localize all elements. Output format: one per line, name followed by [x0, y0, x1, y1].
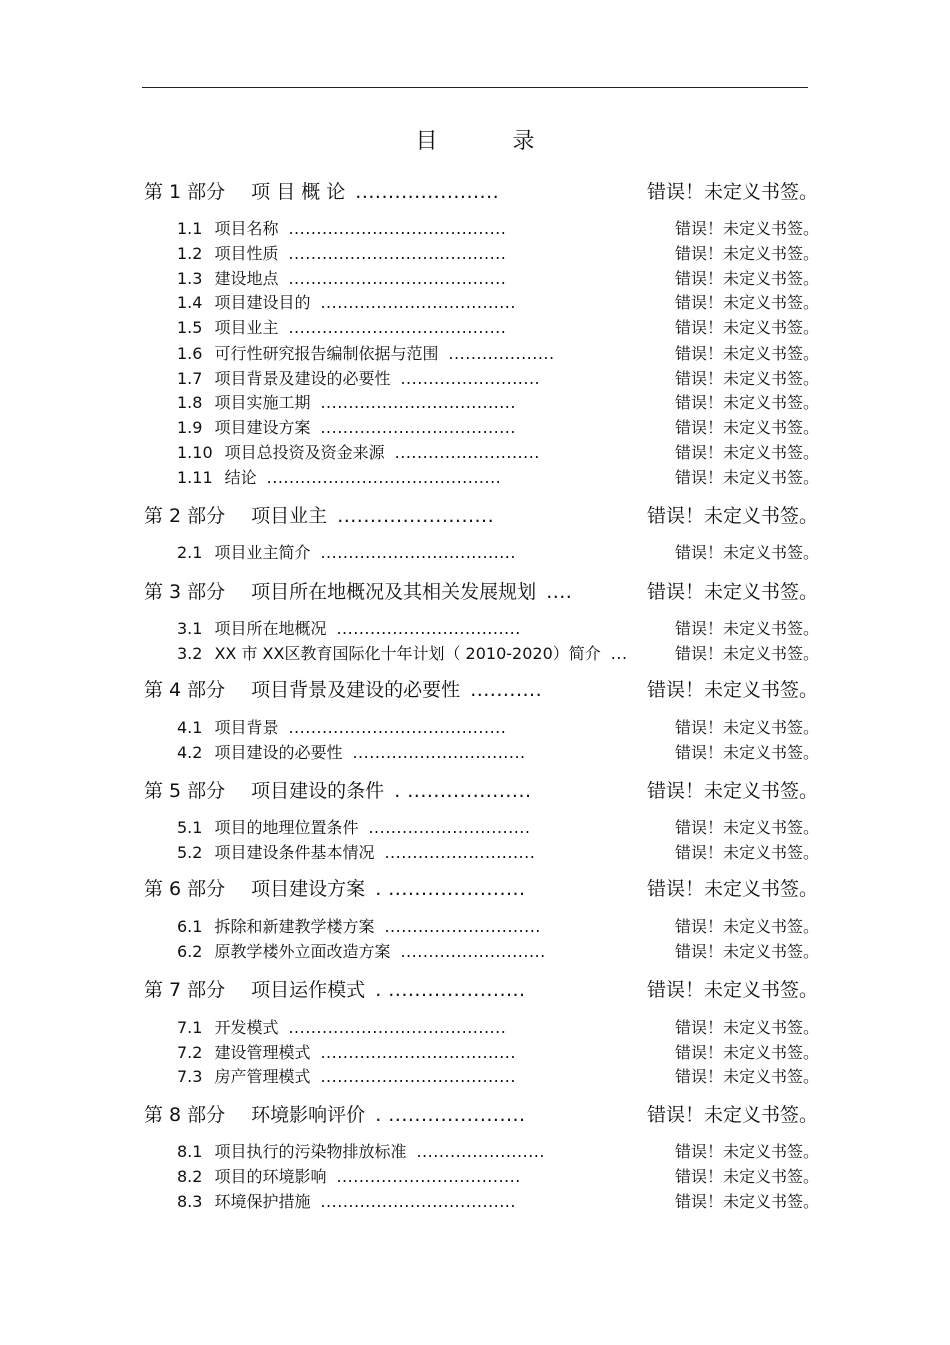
toc-entry-number: 第 1 部分: [144, 181, 226, 203]
toc-section-entry[interactable]: [177, 318, 506, 338]
toc-entry-leader-dots: .............................: [368, 818, 531, 837]
toc-entry-label: 结论: [224, 468, 257, 487]
toc-entry-leader-dots: ...................................: [320, 293, 516, 312]
toc-entry-page-ref: 错误！未定义书签。: [675, 1142, 820, 1161]
toc-entry-page-ref: 错误！未定义书签。: [647, 181, 819, 203]
toc-entry-page-ref: 错误！未定义书签。: [675, 718, 820, 737]
toc-entry-number: 第 8 部分: [144, 1104, 226, 1126]
toc-entry-leader-dots: .......................................: [288, 219, 507, 238]
toc-entry-page-ref: 错误！未定义书签。: [647, 581, 819, 603]
toc-entry-number: 8.2: [177, 1167, 203, 1186]
toc-entry-page-ref: 错误！未定义书签。: [647, 878, 819, 900]
toc-section-entry[interactable]: [177, 468, 501, 488]
toc-entry-page-ref: 错误！未定义书签。: [675, 1018, 820, 1037]
toc-entry-number: 第 7 部分: [144, 979, 226, 1001]
toc-section-entry[interactable]: [177, 344, 555, 364]
toc-section-entry[interactable]: [177, 1018, 506, 1038]
toc-entry-leader-dots: ...........................: [384, 843, 536, 862]
toc-entry-page-ref: 错误！未定义书签。: [675, 468, 820, 487]
toc-section-entry[interactable]: [177, 269, 506, 289]
toc-entry-leader-dots: ..........................: [400, 942, 546, 961]
toc-entry-leader-dots: ...................................: [320, 418, 516, 437]
toc-entry-page-ref: 错误！未定义书签。: [675, 443, 820, 462]
toc-section-entry[interactable]: [177, 718, 506, 738]
toc-entry-page-ref: 错误！未定义书签。: [647, 1104, 819, 1126]
toc-entry-label: 环境保护措施: [214, 1192, 311, 1211]
toc-entry-leader-dots: .......................................: [288, 244, 507, 263]
toc-entry-page-ref: 错误！未定义书签。: [675, 942, 820, 961]
toc-section-entry[interactable]: [177, 619, 521, 639]
toc-entry-number: 7.2: [177, 1043, 203, 1062]
toc-entry-leader-dots: . .....................: [375, 1104, 526, 1126]
toc-entry-leader-dots: .......................................: [288, 718, 507, 737]
toc-entry-number: 2.1: [177, 543, 203, 562]
toc-entry-label: 拆除和新建教学楼方案: [214, 917, 375, 936]
toc-entry-number: 5.2: [177, 843, 203, 862]
toc-section-entry[interactable]: [177, 1043, 516, 1063]
toc-entry-label: 项目建设方案: [214, 418, 311, 437]
toc-entry-page-ref: 错误！未定义书签。: [675, 418, 820, 437]
toc-entry-number: 3.2: [177, 644, 203, 663]
toc-entry-label: 项目执行的污染物排放标准: [214, 1142, 407, 1161]
toc-entry-page-ref: 错误！未定义书签。: [675, 843, 820, 862]
toc-entry-number: 1.5: [177, 318, 203, 337]
toc-entry-label: 项目建设目的: [214, 293, 311, 312]
toc-entry-number: 6.2: [177, 942, 203, 961]
toc-entry-page-ref: 错误！未定义书签。: [675, 219, 820, 238]
toc-entry-page-ref: 错误！未定义书签。: [647, 679, 819, 701]
toc-entry-leader-dots: ..........................................: [266, 468, 502, 487]
toc-entry-leader-dots: .................................: [336, 619, 521, 638]
toc-entry-label: 项目业主简介: [214, 543, 311, 562]
toc-entry-page-ref: 错误！未定义书签。: [675, 543, 820, 562]
toc-section-entry[interactable]: [177, 942, 546, 962]
toc-section-entry[interactable]: [177, 917, 541, 937]
toc-entry-leader-dots: .................................: [336, 1167, 521, 1186]
toc-section-entry[interactable]: [177, 1167, 521, 1187]
toc-entry-number: 1.2: [177, 244, 203, 263]
toc-entry-label: XX 市 XX区教育国际化十年计划（ 2010-2020）简介: [214, 644, 601, 663]
toc-title: 目 录: [415, 129, 569, 154]
toc-entry-page-ref: 错误！未定义书签。: [647, 505, 819, 527]
toc-section-entry[interactable]: [177, 293, 516, 313]
toc-section-entry[interactable]: [177, 443, 540, 463]
toc-entry-label: 环境影响评价: [251, 1104, 366, 1126]
toc-section-entry[interactable]: [177, 418, 516, 438]
toc-entry-page-ref: 错误！未定义书签。: [675, 644, 820, 663]
toc-entry-label: 项目业主: [251, 505, 328, 527]
toc-entry-leader-dots: . .....................: [375, 979, 526, 1001]
toc-section-entry[interactable]: [177, 843, 535, 863]
toc-entry-number: 第 2 部分: [144, 505, 226, 527]
toc-entry-number: 7.1: [177, 1018, 203, 1037]
toc-entry-page-ref: 错误！未定义书签。: [675, 619, 820, 638]
toc-entry-leader-dots: ............................: [384, 917, 541, 936]
toc-section-entry[interactable]: [177, 543, 516, 563]
toc-entry-leader-dots: ...................: [448, 344, 555, 363]
toc-section-entry[interactable]: [177, 1142, 545, 1162]
toc-entry-page-ref: 错误！未定义书签。: [675, 344, 820, 363]
toc-entry-number: 第 4 部分: [144, 679, 226, 701]
toc-entry-label: 项目名称: [214, 219, 279, 238]
toc-entry-label: 项目的地理位置条件: [214, 818, 359, 837]
toc-entry-leader-dots: . ...................: [394, 780, 532, 802]
toc-part-entry[interactable]: [144, 978, 526, 1002]
toc-entry-number: 1.9: [177, 418, 203, 437]
toc-entry-page-ref: 错误！未定义书签。: [675, 743, 820, 762]
toc-section-entry[interactable]: [177, 1192, 516, 1212]
toc-entry-number: 1.6: [177, 344, 203, 363]
toc-section-entry[interactable]: [177, 219, 506, 239]
toc-entry-number: 8.3: [177, 1192, 203, 1211]
toc-entry-leader-dots: .......................: [416, 1142, 545, 1161]
toc-entry-label: 项 目 概 论: [251, 181, 346, 203]
toc-part-entry[interactable]: [144, 877, 526, 901]
toc-entry-label: 项目的环境影响: [214, 1167, 327, 1186]
toc-entry-label: 建设地点: [214, 269, 279, 288]
toc-entry-leader-dots: ..........................: [394, 443, 540, 462]
toc-entry-label: 原教学楼外立面改造方案: [214, 942, 391, 961]
toc-entry-page-ref: 错误！未定义书签。: [675, 393, 820, 412]
toc-entry-page-ref: 错误！未定义书签。: [675, 293, 820, 312]
toc-part-entry[interactable]: [144, 1103, 526, 1127]
toc-entry-label: 项目建设条件基本情况: [214, 843, 375, 862]
toc-entry-label: 项目背景及建设的必要性: [214, 369, 391, 388]
toc-entry-leader-dots: ......................: [355, 181, 500, 203]
toc-entry-label: 项目建设的必要性: [214, 743, 343, 762]
toc-entry-leader-dots: ....: [546, 581, 573, 603]
toc-section-entry[interactable]: [177, 743, 526, 763]
toc-entry-leader-dots: .........................: [400, 369, 541, 388]
toc-entry-page-ref: 错误！未定义书签。: [647, 979, 819, 1001]
toc-entry-leader-dots: ...................................: [320, 1043, 516, 1062]
toc-part-entry[interactable]: [144, 504, 494, 528]
toc-part-entry[interactable]: [144, 779, 532, 803]
toc-entry-label: 项目性质: [214, 244, 279, 263]
toc-entry-label: 项目所在地概况: [214, 619, 327, 638]
toc-entry-number: 1.10: [177, 443, 213, 462]
toc-section-entry[interactable]: [177, 369, 540, 389]
toc-entry-number: 第 5 部分: [144, 780, 226, 802]
toc-entry-page-ref: 错误！未定义书签。: [675, 269, 820, 288]
toc-entry-leader-dots: .......................................: [288, 318, 507, 337]
toc-section-entry[interactable]: [177, 393, 516, 413]
toc-entry-label: 项目建设方案: [251, 878, 366, 900]
toc-entry-label: 房产管理模式: [214, 1067, 311, 1086]
toc-entry-label: 项目背景: [214, 718, 279, 737]
toc-entry-leader-dots: ...................................: [320, 543, 516, 562]
toc-entry-page-ref: 错误！未定义书签。: [675, 1192, 820, 1211]
toc-entry-page-ref: 错误！未定义书签。: [675, 369, 820, 388]
toc-entry-leader-dots: .......................................: [288, 1018, 507, 1037]
toc-part-entry[interactable]: [144, 678, 542, 702]
toc-entry-label: 项目建设的条件: [251, 780, 385, 802]
toc-entry-number: 3.1: [177, 619, 203, 638]
toc-entry-leader-dots: ...................................: [320, 1192, 516, 1211]
toc-entry-page-ref: 错误！未定义书签。: [647, 780, 819, 802]
toc-section-entry[interactable]: [177, 644, 628, 664]
toc-entry-page-ref: 错误！未定义书签。: [675, 1067, 820, 1086]
toc-entry-leader-dots: ...................................: [320, 1067, 516, 1086]
toc-section-entry[interactable]: [177, 818, 530, 838]
toc-entry-label: 开发模式: [214, 1018, 279, 1037]
toc-entry-label: 项目背景及建设的必要性: [251, 679, 461, 701]
toc-entry-page-ref: 错误！未定义书签。: [675, 1167, 820, 1186]
toc-entry-number: 8.1: [177, 1142, 203, 1161]
toc-entry-page-ref: 错误！未定义书签。: [675, 244, 820, 263]
toc-entry-number: 1.7: [177, 369, 203, 388]
toc-entry-label: 项目总投资及资金来源: [224, 443, 385, 462]
toc-entry-number: 第 6 部分: [144, 878, 226, 900]
toc-entry-leader-dots: ........................: [337, 505, 495, 527]
toc-entry-number: 6.1: [177, 917, 203, 936]
toc-entry-number: 1.1: [177, 219, 203, 238]
toc-entry-leader-dots: ...............................: [352, 743, 526, 762]
toc-entry-number: 1.4: [177, 293, 203, 312]
toc-entry-number: 1.8: [177, 393, 203, 412]
toc-entry-label: 建设管理模式: [214, 1043, 311, 1062]
toc-entry-page-ref: 错误！未定义书签。: [675, 1043, 820, 1062]
toc-entry-label: 项目运作模式: [251, 979, 366, 1001]
toc-entry-leader-dots: ...................................: [320, 393, 516, 412]
toc-entry-number: 4.1: [177, 718, 203, 737]
toc-section-entry[interactable]: [177, 1067, 516, 1087]
toc-entry-label: 项目业主: [214, 318, 279, 337]
toc-entry-number: 1.11: [177, 468, 213, 487]
toc-entry-leader-dots: . .....................: [375, 878, 526, 900]
toc-part-entry[interactable]: [144, 580, 572, 604]
toc-section-entry[interactable]: [177, 244, 506, 264]
toc-part-entry[interactable]: [144, 180, 499, 204]
toc-entry-page-ref: 错误！未定义书签。: [675, 917, 820, 936]
toc-entry-number: 4.2: [177, 743, 203, 762]
toc-entry-number: 5.1: [177, 818, 203, 837]
toc-entry-leader-dots: ...: [610, 644, 628, 663]
toc-entry-label: 项目实施工期: [214, 393, 311, 412]
toc-entry-leader-dots: .......................................: [288, 269, 507, 288]
toc-entry-number: 7.3: [177, 1067, 203, 1086]
toc-entry-label: 可行性研究报告编制依据与范围: [214, 344, 439, 363]
toc-entry-number: 第 3 部分: [144, 581, 226, 603]
toc-entry-leader-dots: ...........: [470, 679, 543, 701]
toc-entry-number: 1.3: [177, 269, 203, 288]
toc-entry-label: 项目所在地概况及其相关发展规划: [251, 581, 537, 603]
toc-entry-page-ref: 错误！未定义书签。: [675, 318, 820, 337]
toc-entry-page-ref: 错误！未定义书签。: [675, 818, 820, 837]
